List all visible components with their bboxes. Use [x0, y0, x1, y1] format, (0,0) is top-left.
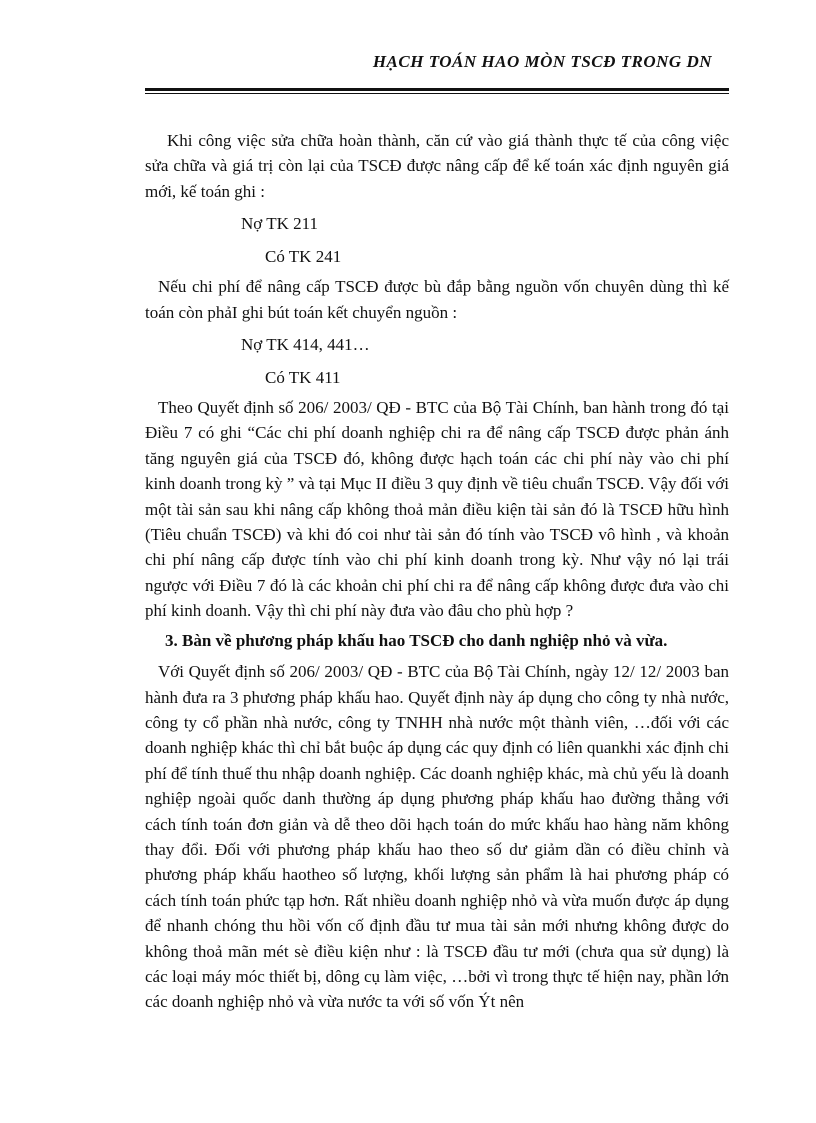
- section-heading-3: 3. Bàn về phương pháp khấu hao TSCĐ cho danh nghiệp nhỏ và vừa.: [165, 630, 668, 650]
- header-rule-thick: [145, 88, 729, 91]
- journal-entry-credit-241: Có TK 241: [265, 247, 342, 267]
- journal-entry-credit-411: Có TK 411: [265, 368, 341, 388]
- running-header-title: HẠCH TOÁN HAO MÒN TSCĐ TRONG DN: [372, 52, 712, 71]
- header-rule-thin: [145, 93, 729, 94]
- paragraph-decision-206: Theo Quyết định số 206/ 2003/ QĐ - BTC của Bộ Tài Chính, ban hành trong đó tại Điều 7 có ghi “Các chi phí doanh nghiệp chi ra để nâng cấp TSCĐ được phản ánh tăng nguyên giá của TSCĐ đó, không được hạch toán các chi phí này vào chi phí kinh doanh trong kỳ ” và tại Mục II điều 3 quy định về tiêu chuẩn TSCĐ. Vậy đối với một tài sản sau khi nâng cấp không thoả mản điều kiện tài sản đó là TSCĐ hữu hình (Tiêu chuẩn TSCĐ) và khi đó coi như tài sản đó tính vào TSCĐ vô hình , và khoản chi phí nâng cấp được tính vào chi phí kinh doanh trong kỳ. Như vậy nó lại trái ngược với Điều 7 đó là các khoản chi phí chi ra để nâng cấp không được đưa vào chi phí kinh doanh. Vậy thì chi phí này đưa vào đâu cho phù hợp ?: [145, 398, 729, 621]
- journal-entry-debit-414-441: Nợ TK 414, 441…: [241, 335, 370, 355]
- paragraph-funding-transfer: Nếu chi phí để nâng cấp TSCĐ được bù đắp bằng nguồn vốn chuyên dùng thì kế toán còn phảI ghi bút toán kết chuyển nguồn :: [145, 277, 729, 322]
- document-body: [145, 128, 729, 1019]
- paragraph-depreciation-methods: Với Quyết định số 206/ 2003/ QĐ - BTC của Bộ Tài Chính, ngày 12/ 12/ 2003 ban hành đưa ra 3 phương pháp khấu hao. Quyết định này áp dụng cho công ty nhà nước, công ty cổ phần nhà nước, công ty TNHH nhà nước một thành viên, …đối với các doanh nghiệp khác thì chỉ bắt buộc áp dụng các quy định có liên quankhi xác định chi phí để tính thuế thu nhập doanh nghiệp. Các doanh nghiệp khác, mà chủ yếu là doanh nghiệp ngoài quốc danh thường áp dụng phương pháp khấu hao đường thẳng với cách tính toán đơn giản và dễ theo dõi hạch toán do mức khấu hao hàng năm không thay đổi. Đối với phương pháp khấu hao theo số dư giảm dần có điều chỉnh và phương pháp khấu haotheo số lượng, khối lượng sản phẩm là hai phương pháp có cách tính toán phức tạp hơn. Rất nhiều doanh nghiệp nhỏ và vừa muốn được áp dụng để nhanh chóng thu hồi vốn cố định đầu tư mua tài sản mới nhưng không được do không thoả mãn mét sè điều kiện như : là TSCĐ đầu tư mới (chưa qua sử dụng) là các loại máy móc thiết bị, dông cụ làm việc, …bởi vì trong thực tế hiện nay, phần lớn các doanh nghiệp nhỏ và vừa nước ta với số vốn Ýt nên: [145, 662, 729, 1012]
- journal-entry-debit-211: Nợ TK 211: [241, 214, 318, 234]
- paragraph-upgrade-completion: Khi công việc sửa chữa hoàn thành, căn cứ vào giá thành thực tế của công việc sửa chữa và giá trị còn lại của TSCĐ được nâng cấp để kế toán xác định nguyên giá mới, kế toán ghi :: [145, 131, 729, 201]
